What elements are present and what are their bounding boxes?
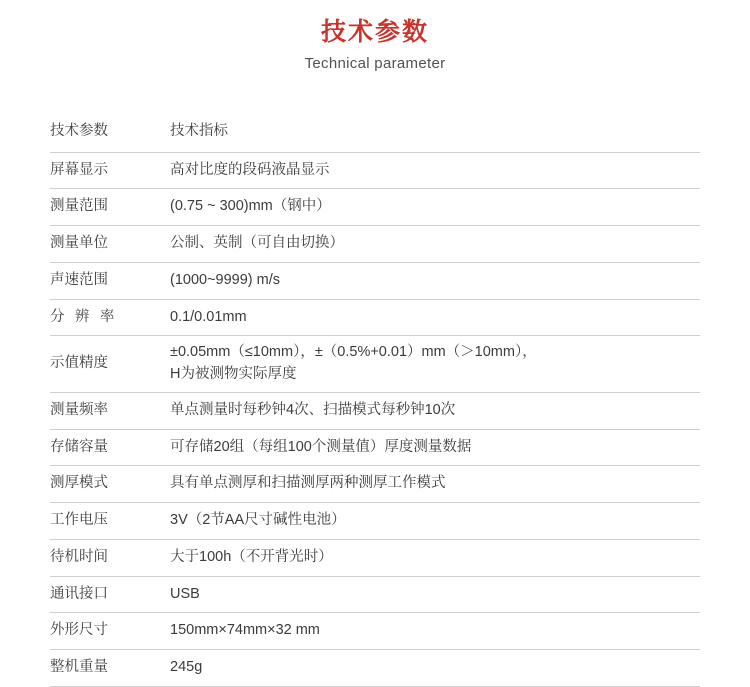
row-value-line: 150mm×74mm×32 mm	[170, 622, 320, 639]
spec-table-wrapper	[50, 72, 700, 687]
row-value-text	[170, 584, 700, 606]
row-label	[50, 189, 170, 226]
row-label	[50, 226, 170, 263]
row-value-line: (0.75 ~ 300)mm（钢中）	[170, 198, 331, 215]
row-value-line: 大于100h（不开背光时）	[170, 548, 333, 565]
row-label-text: 通讯接口	[50, 585, 108, 602]
row-label-text: 工作电压	[50, 512, 108, 528]
row-label	[50, 299, 170, 336]
table-row	[50, 152, 700, 189]
table-row	[50, 392, 700, 429]
row-label	[50, 262, 170, 299]
row-value-line: 具有单点测厚和扫描测厚两种测厚工作模式	[170, 475, 446, 492]
row-value-text	[170, 270, 700, 292]
row-value-text	[170, 473, 700, 495]
row-value-text	[170, 657, 700, 679]
row-value-line: 245g	[170, 659, 203, 675]
page-subtitle: Technical parameter	[304, 54, 446, 72]
row-value	[170, 503, 700, 540]
row-value	[170, 539, 700, 576]
row-label-text: 整机重量	[50, 659, 108, 675]
row-value	[170, 189, 700, 226]
row-value-line: (1000~9999) m/s	[170, 271, 281, 288]
row-value-line: 单点测量时每秒钟4次、扫描模式每秒钟10次	[170, 401, 456, 418]
row-value-text	[170, 547, 700, 569]
row-label-text: 测厚模式	[50, 475, 108, 492]
row-label	[50, 539, 170, 576]
row-value	[170, 429, 700, 466]
row-label	[50, 503, 170, 540]
row-value-line: H为被测物实际厚度	[170, 366, 297, 382]
row-value-line: USB	[170, 585, 200, 602]
row-label-text: 待机时间	[50, 548, 108, 565]
row-label-text: 测量范围	[50, 198, 108, 215]
spec-table	[50, 114, 700, 687]
table-row	[50, 613, 700, 650]
row-label-text: 示值精度	[50, 355, 108, 372]
row-value-text	[170, 196, 700, 218]
row-value-text	[170, 342, 700, 386]
row-value-line: 可存储20组（每组100个测量值）厚度测量数据	[170, 438, 472, 455]
row-value-line: 公制、英制（可自由切换）	[170, 235, 344, 251]
table-row	[50, 539, 700, 576]
page-title: 技术参数	[320, 18, 429, 46]
row-value	[170, 152, 700, 189]
row-label	[50, 613, 170, 650]
row-value	[170, 392, 700, 429]
row-label	[50, 466, 170, 503]
table-header-row	[50, 114, 700, 152]
row-value	[170, 226, 700, 263]
row-value-text	[170, 620, 700, 642]
row-value	[170, 466, 700, 503]
row-label	[50, 336, 170, 393]
table-row	[50, 336, 700, 393]
table-row	[50, 299, 700, 336]
table-row	[50, 429, 700, 466]
table-row	[50, 576, 700, 613]
row-label-text: 外形尺寸	[50, 622, 108, 639]
table-row	[50, 262, 700, 299]
row-value-line: 3V（2节AA尺寸碱性电池）	[170, 512, 346, 528]
row-value	[170, 576, 700, 613]
row-value-text	[170, 233, 700, 255]
row-value-text	[170, 510, 700, 532]
row-value	[170, 336, 700, 393]
row-value-line: 0.1/0.01mm	[170, 308, 247, 325]
table-row	[50, 503, 700, 540]
row-label	[50, 429, 170, 466]
row-label	[50, 152, 170, 189]
table-row	[50, 466, 700, 503]
row-value-text	[170, 437, 700, 459]
row-label-text: 测量单位	[50, 235, 108, 251]
row-label	[50, 392, 170, 429]
row-value	[170, 613, 700, 650]
row-label-text: 屏幕显示	[50, 161, 108, 178]
column-header-parameter: 技术参数	[50, 114, 170, 152]
row-label-text: 声速范围	[50, 271, 108, 288]
row-value-text	[170, 160, 700, 182]
table-row	[50, 189, 700, 226]
table-row	[50, 226, 700, 263]
row-label-text: 分 辨 率	[50, 308, 118, 325]
column-header-spec: 技术指标	[170, 114, 700, 152]
row-value-line: ±0.05mm（≤10mm），±（0.5%+0.01）mm（＞10mm），	[170, 344, 537, 361]
row-value	[170, 262, 700, 299]
row-label-text: 测量频率	[50, 401, 108, 418]
row-label-text: 存储容量	[50, 438, 108, 455]
row-label	[50, 576, 170, 613]
row-value	[170, 299, 700, 336]
row-value-text	[170, 400, 700, 422]
row-value-line: 高对比度的段码液晶显示	[170, 161, 330, 178]
page-header	[0, 0, 750, 72]
row-value-text	[170, 307, 700, 329]
